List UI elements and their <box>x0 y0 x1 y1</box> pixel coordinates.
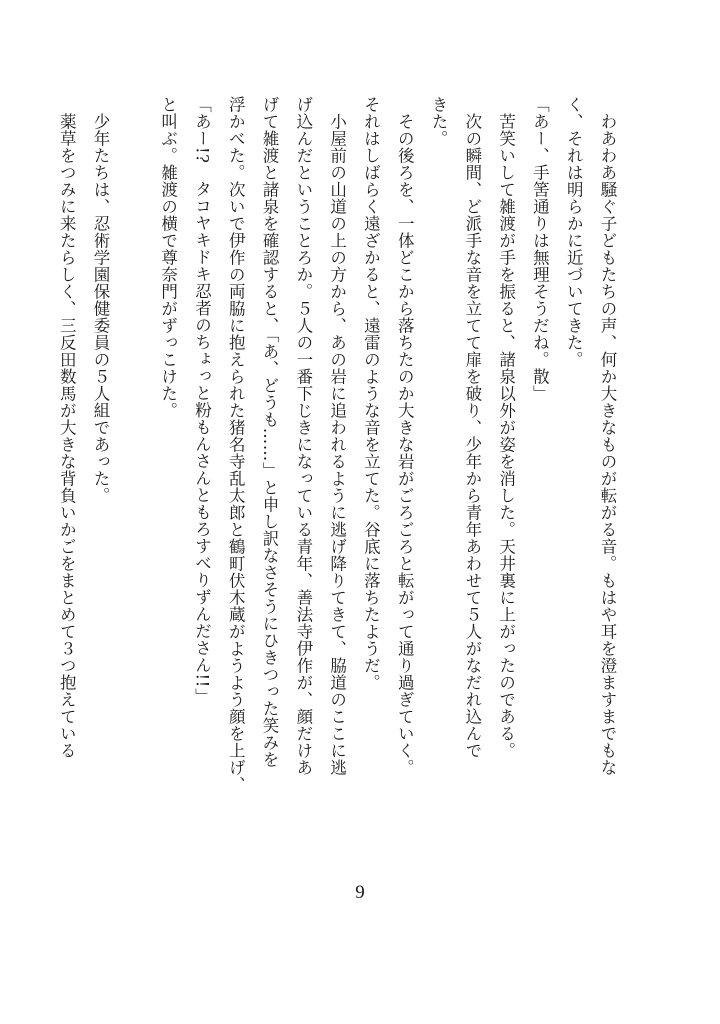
text-line: げ込んだということろか。５人の一番下じきになっている青年、善法寺伊作が、顔だけあ <box>293 96 313 776</box>
vertical-text-body <box>49 96 624 896</box>
text-line: 次の瞬間、ど派手な音を立てて扉を破り、少年から青年あわせて５人がなだれ込んで <box>462 96 482 759</box>
blank-line <box>117 96 151 896</box>
text-line: 「あー、手筈通りは無理そうだね。散」 <box>530 96 550 402</box>
text-line: と叫ぶ。雑渡の横で尊奈門がずっこけた。 <box>158 96 178 419</box>
text-line: 浮かべた。次いで伊作の両脇に抱えられた猪名寺乱太郎と鶴町伏木蔵がようよう顔を上げ、 <box>226 96 246 793</box>
text-line: わあわあ騒ぐ子どもたちの声、何か大きなものが転がる音。もはや耳を澄ますまでもな <box>598 96 617 776</box>
text-line: 小屋前の山道の上の方から、あの岩に追われるように逃げ降りてきて、脇道のここに逃 <box>327 96 347 776</box>
text-line: その後ろを、一体どこから落ちたのか大きな岩がごろごろと転がって通り過ぎていく。 <box>395 96 415 776</box>
text-line: 「あー!? タコヤキドキ忍者のちょっと粉もんさんともろすべりずんださん!!」 <box>192 96 212 705</box>
text-line: それはしばらく遠ざかると、遠雷のような音を立てた。谷底に落ちたようだ。 <box>361 96 381 691</box>
text-line: 薬草をつみに来たらしく、三反田数馬が大きな背負いかごをまとめて３つ抱えている <box>57 96 77 759</box>
text-line: 苦笑いして雑渡が手を振ると、諸泉以外が姿を消した。天井裏に上がったのである。 <box>496 96 516 759</box>
text-line: 少年たちは、忍術学園保健委員の５人組であった。 <box>91 96 111 504</box>
page-number: 9 <box>355 882 365 903</box>
text-line: きた。 <box>429 96 449 147</box>
text-line: く、それは明らかに近づいてきた。 <box>564 96 584 368</box>
text-line: げて雑渡と諸泉を確認すると、「あ、どうも……」と申し訳なさそうにひきつった笑みを <box>260 96 280 768</box>
